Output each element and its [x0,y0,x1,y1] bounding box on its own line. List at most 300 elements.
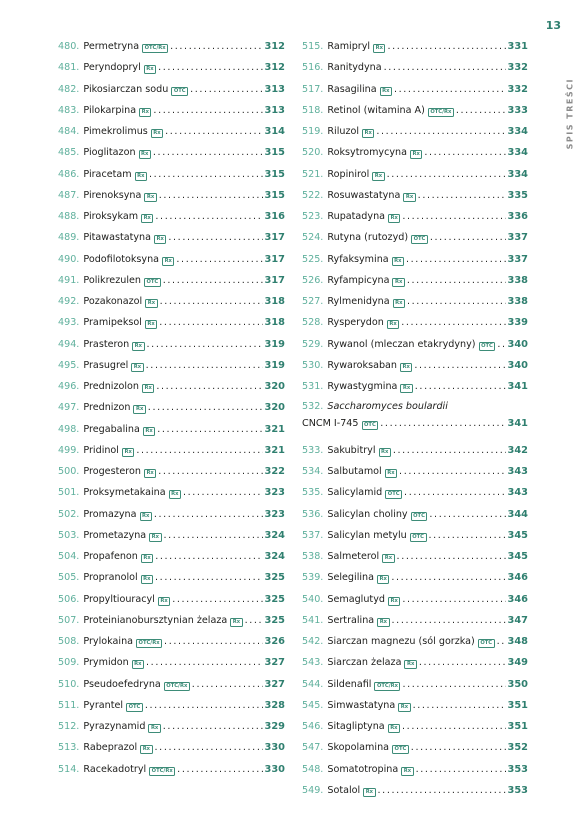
dot-leader [404,482,506,503]
dot-leader [163,270,263,291]
availability-badge: Rx [169,490,181,499]
availability-badge: Rx [388,214,400,223]
dot-leader [164,631,263,652]
toc-entry-name-continued: CNCM I-745 [302,418,359,430]
toc-entry-number: 531. [302,381,324,392]
dot-leader [146,652,263,673]
dot-leader [160,291,263,312]
toc-entry[interactable] [302,504,528,525]
page-number: 13 [545,19,561,32]
toc-entry[interactable] [58,610,285,631]
toc-entry-number: 500. [58,466,80,477]
toc-entry-name: Promazyna [83,508,137,520]
dot-leader [380,413,505,435]
availability-badge: Rx [142,384,154,393]
availability-badge: Rx [400,363,412,372]
availability-badge: OTC [362,421,379,430]
availability-badge: Rx [388,597,400,606]
dot-leader [145,695,263,716]
toc-entry-page: 325 [264,572,285,584]
dot-leader [155,546,262,567]
availability-badge: Rx [380,87,392,96]
toc-entry-page: 347 [507,614,528,626]
toc-entry[interactable] [58,291,285,312]
toc-entry[interactable] [302,355,528,376]
toc-entry[interactable] [58,525,285,546]
toc-entry[interactable] [302,461,528,482]
toc-entry-page: 319 [264,338,285,350]
availability-badge: Rx [372,172,384,181]
availability-badge: OTC [410,533,427,542]
availability-badge: OTC [385,490,402,499]
toc-entry[interactable] [302,440,528,461]
toc-entry-name: Rysperydon [327,317,384,329]
dot-leader [419,652,506,673]
dot-leader [424,142,505,163]
availability-badge: Rx [135,172,147,181]
availability-badge: Rx [149,533,161,542]
toc-entry-number: 549. [302,784,324,796]
toc-entry[interactable] [302,270,528,291]
toc-entry-number: 502. [58,508,80,520]
toc-entry-name: Salmeterol [327,551,380,562]
toc-entry-number: 487. [58,189,80,201]
toc-entry-number: 496. [58,381,80,392]
availability-badge: OTC/Rx [149,767,175,776]
toc-entry-number: 539. [302,572,324,584]
toc-entry-page: 340 [507,338,528,350]
toc-entry-number: 509. [58,657,80,669]
toc-entry[interactable] [302,397,528,440]
toc-entry[interactable] [302,695,528,716]
toc-entry-name: Pitawastatyna [83,232,152,244]
toc-entry-page: 323 [264,487,285,499]
toc-entry-page: 312 [264,62,285,74]
availability-badge: Rx [392,257,404,266]
toc-entry-page: 343 [507,466,528,477]
toc-entry[interactable] [302,780,528,801]
availability-badge: Rx [133,405,145,414]
toc-entry[interactable] [58,440,285,461]
dot-leader [384,57,506,78]
toc-entry-number: 497. [58,402,80,414]
dot-leader [418,185,506,206]
dot-leader [146,355,263,376]
toc-entry[interactable] [302,36,528,57]
toc-entry[interactable] [302,674,528,695]
availability-badge: Rx [140,745,152,754]
toc-entry-name: Somatotropina [327,763,399,775]
availability-badge: Rx [145,320,157,329]
dot-leader [172,589,262,610]
dot-leader [163,716,263,737]
toc-entry-name: Proksymetakaina [83,487,166,499]
toc-entry[interactable] [58,737,285,758]
toc-entry-number: 516. [302,62,324,74]
toc-entry-name: Permetryna [83,41,140,52]
toc-entry[interactable] [58,461,285,482]
toc-entry[interactable] [58,589,285,610]
dot-leader [387,164,506,185]
toc-entry-name: Pyrazynamid [83,721,146,732]
dot-leader [155,567,263,588]
toc-entry[interactable] [58,504,285,525]
toc-entry[interactable] [302,121,528,142]
availability-badge: Rx [362,129,374,138]
dot-leader [397,546,506,567]
toc-entry[interactable] [58,567,285,588]
toc-entry-number: 488. [58,211,80,222]
toc-entry[interactable] [58,419,285,440]
toc-entry-number: 538. [302,551,324,562]
toc-entry[interactable] [302,100,528,121]
toc-entry[interactable] [302,567,528,588]
toc-entry-page: 331 [507,41,528,52]
toc-entry-name: Polikrezulen [83,274,141,286]
dot-leader [148,397,263,418]
dot-leader [399,461,506,482]
toc-entry-name: Rabeprazol [83,742,138,754]
toc-entry[interactable] [302,482,528,503]
toc-entry-number: 535. [302,487,324,499]
dot-leader [430,227,506,248]
toc-entry-number: 493. [58,317,80,329]
toc-entry-page: 316 [264,211,285,222]
toc-entry-number: 480. [58,41,80,52]
dot-leader [416,759,506,780]
toc-entry[interactable] [58,355,285,376]
toc-entry-page: 318 [264,296,285,307]
toc-entry-number: 485. [58,147,80,159]
toc-entry-page: 337 [507,253,528,265]
toc-entry-name: Piroksykam [83,211,139,222]
toc-entry-name: Siarczan żelaza [327,657,402,669]
toc-entry-name: Rutyna (rutozyd) [327,232,409,244]
toc-entry-page: 345 [507,551,528,562]
toc-entry-name: Selegilina [327,572,374,584]
toc-entry[interactable] [58,79,285,100]
toc-entry[interactable] [302,652,528,673]
toc-entry-number: 489. [58,232,80,244]
toc-entry-name: Ramipryl [327,41,371,52]
toc-entry-page: 330 [264,763,285,775]
availability-badge: Rx [141,575,153,584]
dot-leader [157,419,262,440]
toc-entry-name: Skopolamina [327,742,390,754]
availability-badge: Rx [379,448,391,457]
toc-entry[interactable] [58,185,285,206]
toc-entry-page: 324 [264,551,285,562]
toc-entry-number: 519. [302,126,324,137]
toc-entry[interactable] [302,291,528,312]
dot-leader [156,376,262,397]
toc-entry-name: Rupatadyna [327,211,386,222]
dot-leader [413,695,506,716]
toc-entry[interactable] [58,249,285,270]
toc-entry-number: 490. [58,253,80,265]
toc-entry[interactable] [302,631,528,652]
toc-entry[interactable] [58,270,285,291]
toc-entry[interactable] [58,36,285,57]
toc-entry-name: Semaglutyd [327,593,385,605]
availability-badge: Rx [139,108,151,117]
toc-entry-number: 486. [58,168,80,180]
toc-entry[interactable] [58,674,285,695]
toc-entry[interactable] [302,610,528,631]
toc-entry-page: 335 [507,189,528,201]
availability-badge: OTC/Rx [164,682,190,691]
toc-entry-name: Pyrantel [83,699,124,711]
dot-leader [411,737,506,758]
toc-entry[interactable] [58,546,285,567]
toc-entry-page: 318 [264,317,285,329]
dot-leader [394,79,506,100]
toc-entry-number: 540. [302,593,324,605]
toc-entry-number: 548. [302,763,324,775]
toc-entry-name: Propafenon [83,551,138,562]
toc-entry-number: 499. [58,444,80,456]
toc-entry[interactable] [302,249,528,270]
toc-entry-page: 329 [264,721,285,732]
dot-leader [183,482,263,503]
availability-badge: Rx [132,342,144,351]
toc-entry-page: 342 [507,444,528,456]
toc-entry-page: 332 [507,83,528,95]
toc-entry-name: Pikosiarczan sodu [83,83,169,95]
toc-entry-name: Siarczan magnezu (sól gorzka) [327,636,475,647]
toc-entry-number: 508. [58,636,80,647]
toc-entry-page: 325 [264,614,285,626]
dot-leader [158,57,262,78]
toc-entry-page: 334 [507,126,528,137]
availability-badge: Rx [140,512,152,521]
toc-entry-page: 346 [507,572,528,584]
toc-entry-name: Rywaroksaban [327,359,398,371]
toc-entry-number: 534. [302,466,324,477]
toc-entry-page: 346 [507,593,528,605]
toc-entry-number: 506. [58,593,80,605]
availability-badge: Rx [377,575,389,584]
dot-leader [414,355,505,376]
availability-badge: Rx [230,618,242,627]
toc-entry-page: 313 [264,83,285,95]
toc-entry[interactable] [58,695,285,716]
dot-leader [387,36,505,57]
toc-entry-page: 320 [264,381,285,392]
dot-leader [177,759,262,780]
toc-entry-number: 524. [302,232,324,244]
toc-entry[interactable] [58,652,285,673]
availability-badge: Rx [154,235,166,244]
toc-entry-number: 537. [302,529,324,541]
toc-entry-name: Piracetam [83,168,132,180]
toc-entry-page: 327 [264,678,285,690]
availability-badge: OTC [126,703,143,712]
dot-leader [402,716,506,737]
availability-badge: Rx [387,320,399,329]
availability-badge: Rx [141,214,153,223]
availability-badge: OTC/Rx [374,682,400,691]
availability-badge: OTC [479,342,496,351]
toc-entry-name: Pilokarpina [83,104,137,116]
dot-leader [154,504,263,525]
availability-badge: Rx [377,618,389,627]
availability-badge: Rx [144,65,156,74]
toc-entry[interactable] [302,589,528,610]
availability-badge: Rx [162,257,174,266]
toc-entry-name: Pioglitazon [83,147,136,159]
dot-leader [402,206,505,227]
toc-entry-name: Prometazyna [83,529,147,541]
toc-entry-number: 518. [302,104,324,116]
toc-entry-number: 521. [302,168,324,180]
toc-entry-page: 323 [264,508,285,520]
toc-entry[interactable] [302,164,528,185]
dot-leader [456,100,506,121]
dot-leader [393,440,506,461]
toc-entry[interactable] [302,716,528,737]
toc-entry-page: 326 [264,636,285,647]
toc-entry-page: 336 [507,211,528,222]
dot-leader [176,249,262,270]
toc-entry-name: Prednizolon [83,381,139,392]
toc-entry[interactable] [58,121,285,142]
toc-entry-number: 522. [302,189,324,201]
toc-entry[interactable] [58,312,285,333]
toc-entry-number: 530. [302,359,324,371]
toc-entry[interactable] [302,546,528,567]
toc-entry[interactable] [302,737,528,758]
dot-leader [168,227,262,248]
availability-badge: Rx [131,363,143,372]
toc-entry[interactable] [302,376,528,397]
toc-entry-name: Pramipeksol [83,317,142,329]
toc-entry[interactable] [302,79,528,100]
toc-entry-name: Pimekrolimus [83,126,148,137]
dot-leader [153,100,262,121]
availability-badge: OTC [478,639,495,648]
toc-entry[interactable] [302,312,528,333]
toc-entry[interactable] [58,206,285,227]
toc-entry-name: Peryndopryl [83,62,141,74]
toc-entry-page: 348 [507,636,528,647]
toc-entry-number: 498. [58,423,80,435]
toc-entry-number: 541. [302,614,324,626]
toc-entry-name: Pozakonazol [83,296,143,307]
toc-entry[interactable] [302,185,528,206]
toc-entry-page: 345 [507,529,528,541]
toc-entry[interactable] [58,397,285,418]
toc-entry[interactable] [302,57,528,78]
dot-leader [158,461,262,482]
toc-entry-name: Ranitydyna [327,62,382,74]
toc-entry[interactable] [58,142,285,163]
toc-entry-number: 483. [58,104,80,116]
availability-badge: OTC [411,235,428,244]
toc-entry-number: 532. [302,401,324,413]
toc-entry-name: Progesteron [83,466,141,477]
toc-entry[interactable] [58,631,285,652]
dot-leader [190,79,262,100]
toc-entry-name: Sotalol [327,784,361,796]
dot-leader [402,674,505,695]
toc-entry-number: 533. [302,444,324,456]
toc-entry-name: Salicylamid [327,487,383,499]
toc-entry-number: 495. [58,359,80,371]
availability-badge: OTC [392,745,409,754]
toc-entry[interactable] [302,227,528,248]
dot-leader [497,334,505,355]
dot-leader [391,567,505,588]
dot-leader [378,780,506,801]
toc-entry-name: Sertralina [327,614,375,626]
toc-entry[interactable] [58,759,285,780]
dot-leader [415,376,506,397]
availability-badge: Rx [404,660,416,669]
toc-entry[interactable] [58,482,285,503]
toc-entry[interactable] [58,716,285,737]
toc-entry-page: 321 [264,423,285,435]
toc-entry[interactable] [58,227,285,248]
toc-entry-page: 315 [264,189,285,201]
toc-entry-name: Rywastygmina [327,381,398,392]
toc-entry-name: Prymidon [83,657,129,669]
toc-entry[interactable] [302,142,528,163]
availability-badge: OTC/Rx [428,108,454,117]
toc-entry-page: 353 [507,784,528,796]
availability-badge: Rx [401,767,413,776]
dot-leader [136,440,262,461]
availability-badge: Rx [132,660,144,669]
toc-entry-name: Pridinol [83,444,119,456]
toc-entry-number: 492. [58,296,80,307]
toc-entry[interactable] [58,100,285,121]
toc-entry-number: 501. [58,487,80,499]
toc-entry[interactable] [302,206,528,227]
toc-entry-page: 314 [264,126,285,137]
toc-entry-number: 528. [302,317,324,329]
toc-entry-number: 515. [302,41,324,52]
toc-entry-page: 317 [264,274,285,286]
toc-entry[interactable] [58,376,285,397]
toc-entry-number: 505. [58,572,80,584]
toc-entry[interactable] [302,525,528,546]
dot-leader [497,631,506,652]
availability-badge: Rx [410,150,422,159]
toc-entry-page: 350 [507,678,528,690]
toc-entry[interactable] [302,759,528,780]
toc-entry-page: 338 [507,296,528,307]
toc-entry[interactable] [58,334,285,355]
toc-entry[interactable] [58,164,285,185]
toc-entry-page: 339 [507,317,528,329]
toc-entry-number: 511. [58,699,80,711]
toc-entry-name: Retinol (witamina A) [327,104,425,116]
availability-badge: Rx [139,150,151,159]
dot-leader [407,291,506,312]
toc-entry-name: Saccharomyces boulardii [327,401,448,413]
toc-entry-name: Propranolol [83,572,138,584]
toc-entry-number: 494. [58,338,80,350]
toc-entry-number: 512. [58,721,80,732]
dot-leader [407,270,506,291]
toc-entry-page: 334 [507,168,528,180]
toc-entry[interactable] [302,334,528,355]
toc-entry-name: Proteinianobursztynian żelaza [83,614,228,626]
toc-entry-name: Prasugrel [83,359,129,371]
toc-entry-page: 352 [507,742,528,754]
toc-entry[interactable] [58,57,285,78]
